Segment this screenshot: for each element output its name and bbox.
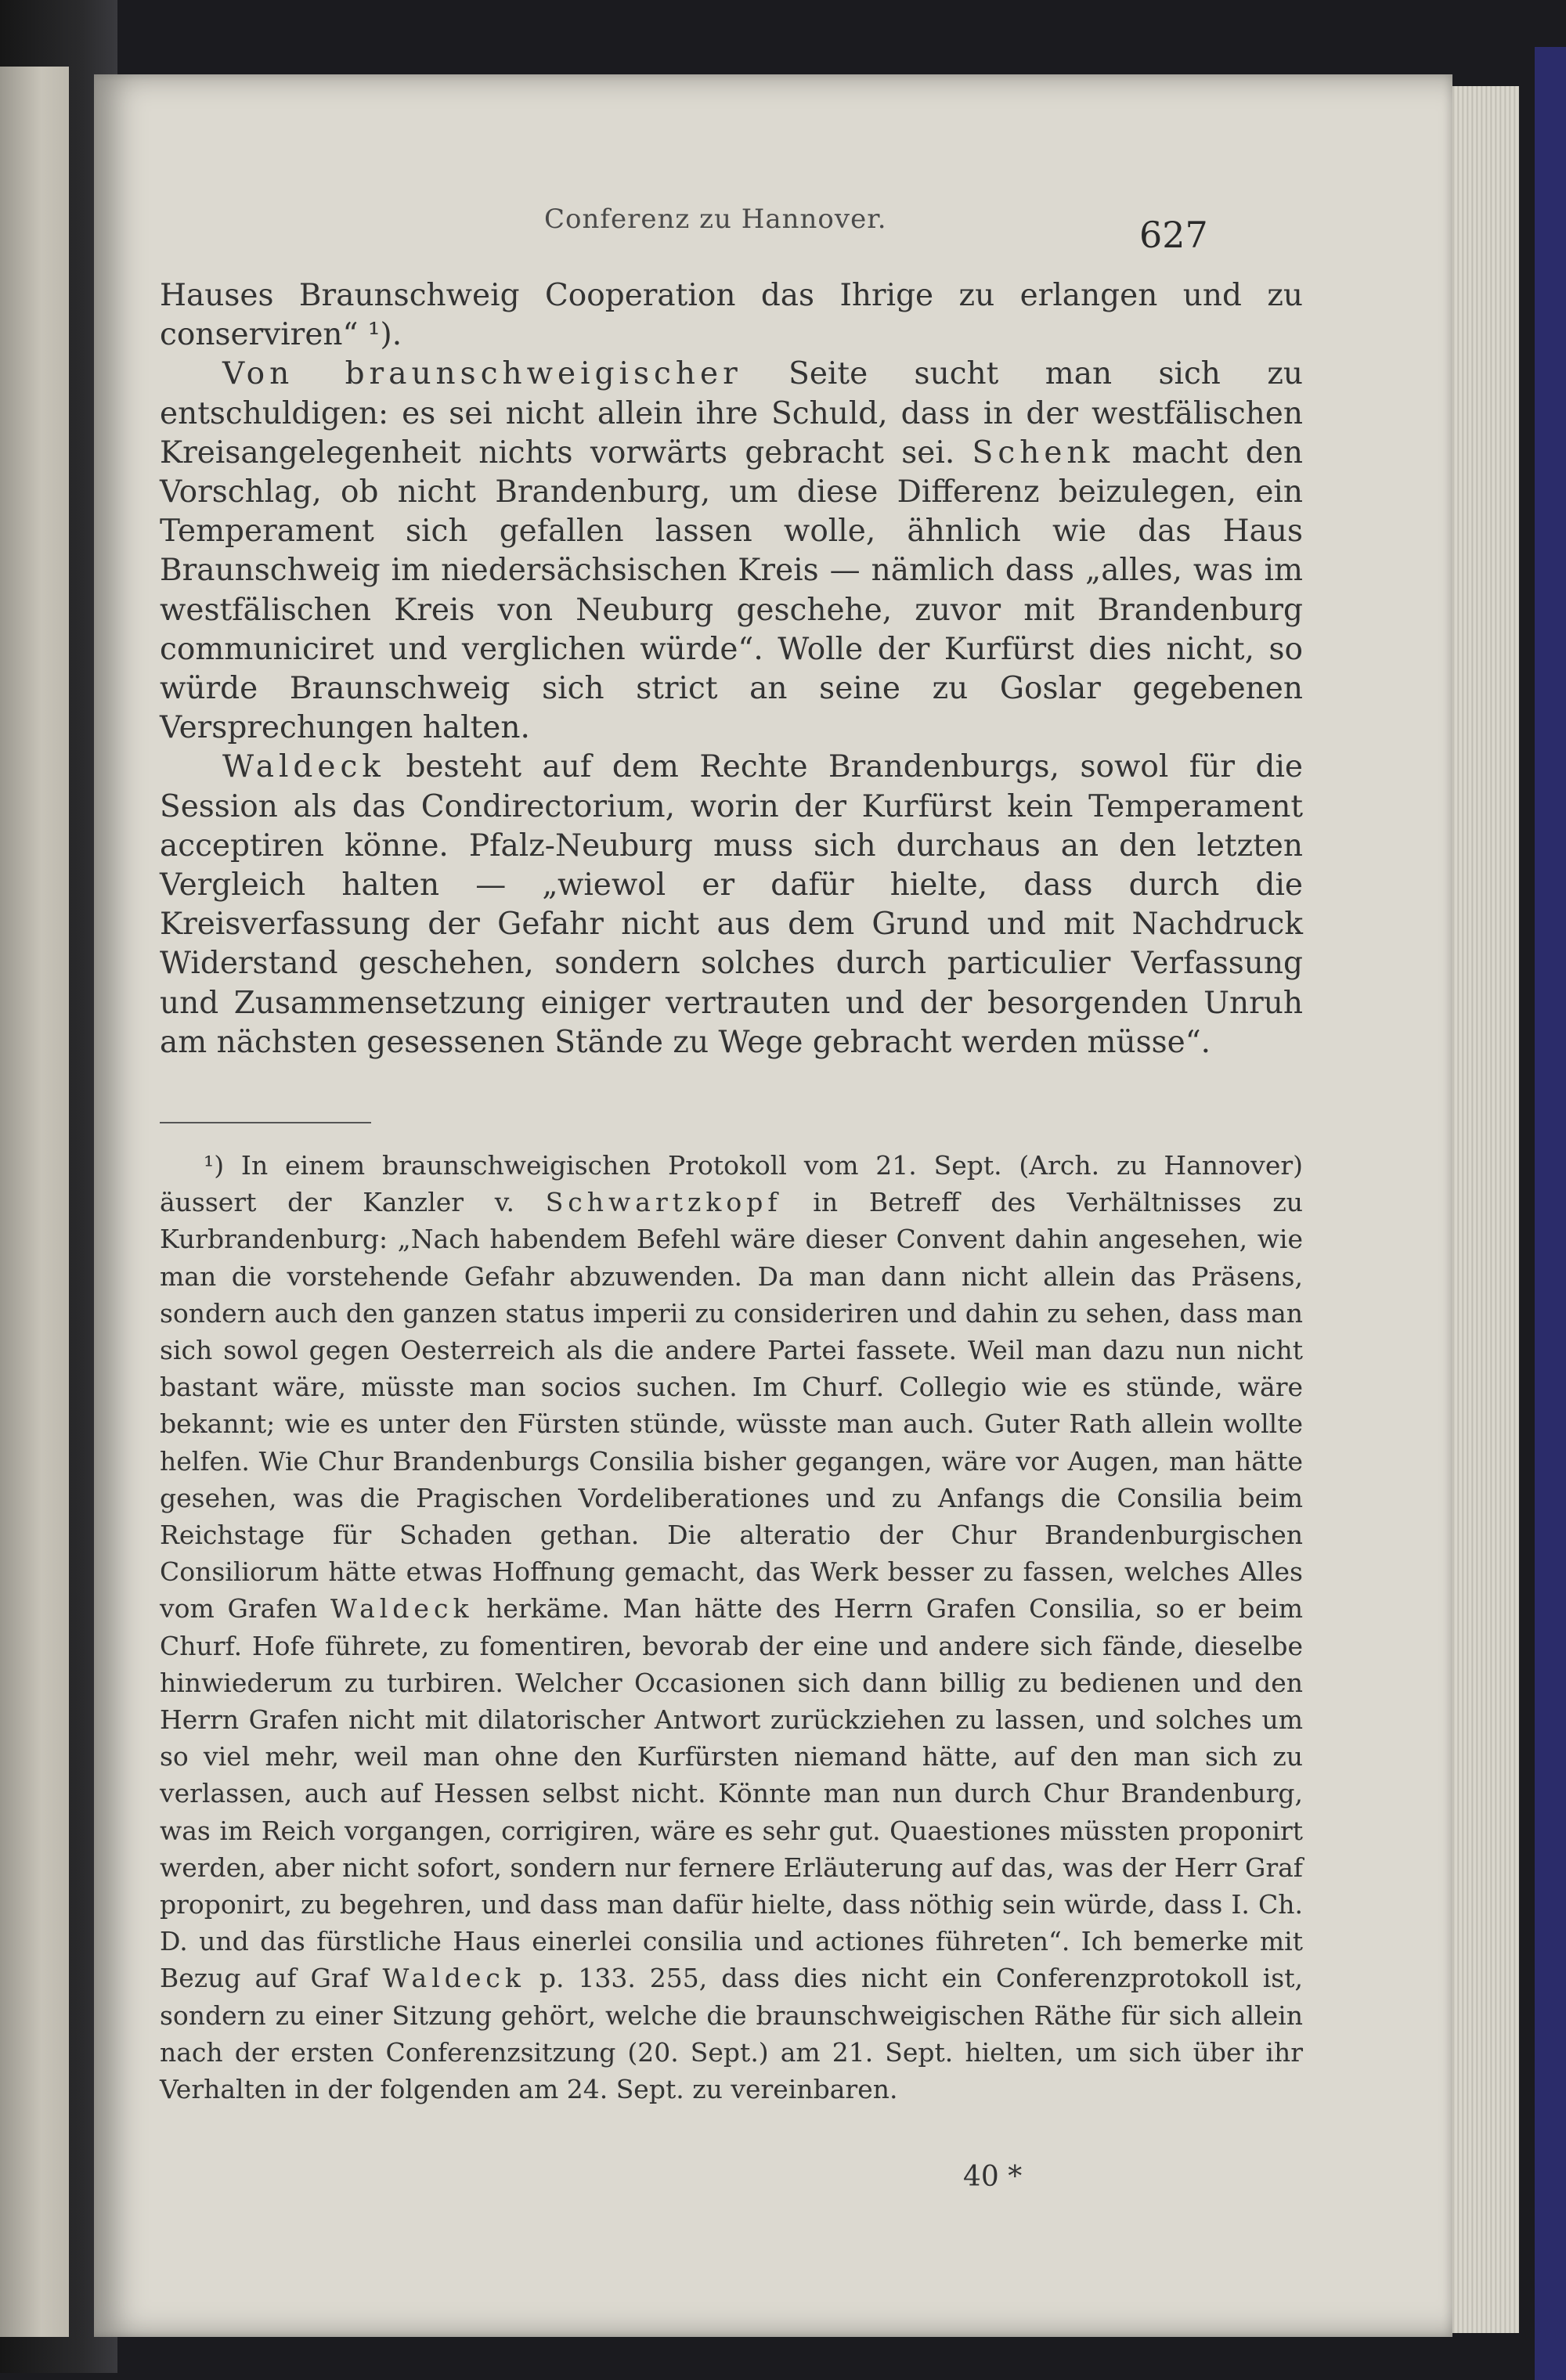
signature-mark: 40 * [963,2161,1023,2193]
page-stack-edges [1441,86,1519,2333]
emphasis-waldeck-3: Waldeck [382,1963,525,1994]
book-page [94,74,1452,2337]
paragraph-1: Hauses Braunschweig Cooperation das Ihrige zu erlangen und zu conserviren“ ¹). [160,278,1303,353]
main-text [160,276,1303,1062]
book-cover-right [1535,47,1566,2380]
footnote [160,1147,1303,2108]
footnote-rule [160,1122,371,1123]
emphasis-waldeck: Waldeck [222,749,385,785]
emphasis-schenk: Schenk [972,435,1115,471]
footnote-text: ¹) In einem braunschweigischen Protokoll vom 21. Sept. (Arch. zu Hannover) äussert der Kanzler v. Schwartzkopf in Betreff des Verhältnisses zu Kurbrandenburg: „Nach habendem Befehl wäre dieser Convent dahin angesehen, wie man die vorstehende Gefahr abzuwenden. Da man dann nicht allein das Präsens, sondern auch den ganzen status imperii zu consideriren und dahin zu sehen, dass man sich sowol gegen Oesterreich als die andere Partei fassete. Weil man dazu nun nicht bastant wäre, müsste man socios suchen. Im Churf. Collegio wie es stünde, wäre bekannt; wie es unter den Fürsten stünde, wüsste man auch. Guter Rath allein wollte helfen. Wie Chur Brandenburgs Consilia bisher gegangen, wäre vor Augen, man hätte gesehen, was die Pragischen Vordeliberationes und zu Anfangs die Consilia beim Reichstage für Schaden gethan. Die alteratio der Chur Brandenburgischen Consiliorum hätte etwas Hoffnung gemacht, das Werk besser zu fassen, welches Alles vom Grafen Waldeck herkäme. Man hätte des Herrn Grafen Consilia, so er beim Churf. Hofe führete, zu fomentiren, bevorab der eine und andere sich fände, dieselbe hinwiederum zu turbiren. Welcher Occasionen sich dann billig zu bedienen und den Herrn Grafen nicht mit dilatorischer Antwort zurückziehen zu lassen, und solches um so viel mehr, weil man ohne den Kurfürsten niemand hätte, auf den man sich zu verlassen, auch auf Hessen selbst nicht. Könnte man nun durch Chur Brandenburg, was im Reich vorgangen, corrigiren, wäre es sehr gut. Quaestiones müssten proponirt werden, aber nicht sofort, sondern nur fernere Erläuterung auf das, was der Herr Graf proponirt, zu begehren, und dass man dafür hielte, dass nöthig sein würde, dass I. Ch. D. und das fürstliche Haus einerlei consilia und actiones führeten“. Ich bemerke mit Bezug auf Graf Waldeck p. 133. 255, dass dies nicht ein Conferenzprotokoll ist, sondern zu einer Sitzung gehört, welche die braunschweigischen Räthe für sich allein nach der ersten Conferenzsitzung (20. Sept.) am 21. Sept. hielten, um sich über ihr Verhalten in der folgenden am 24. Sept. zu vereinbaren. [160,1150,1303,2105]
running-head: Conferenz zu Hannover. [544,204,887,235]
facing-page-edge [0,67,69,2337]
paragraph-3: Waldeck besteht auf dem Rechte Brandenburgs, sowol für die Session als das Condirectorium, worin der Kurfürst kein Temperament acceptiren könne. Pfalz-Neuburg muss sich durchaus an den letzten Vergleich halten — „wiewol er dafür hielte, dass durch die Kreisverfassung der Gefahr nicht aus dem Grund und mit Nachdruck Widerstand geschehen, sondern solches durch particulier Verfassung und Zusammensetzung einiger vertrauten und der besorgenden Unruh am nächsten gesessenen Stände zu Wege gebracht werden müsse“. [160,749,1303,1060]
paragraph-2: Von braunschweigischer Seite sucht man sich zu entschuldigen: es sei nicht allein ihre Schuld, dass in der westfälischen Kreisangelegenheit nichts vorwärts gebracht sei. Schenk macht den Vorschlag, ob nicht Brandenburg, um diese Differenz beizulegen, ein Temperament sich gefallen lassen wolle, ähnlich wie das Haus Braunschweig im niedersächsischen Kreis — nämlich dass „alles, was im westfälischen Kreis von Neuburg geschehe, zuvor mit Brandenburg communiciret und verglichen würde“. Wolle der Kurfürst dies nicht, so würde Braunschweig sich strict an seine zu Goslar gegebenen Versprechungen halten. [160,356,1303,746]
emphasis-waldeck-2: Waldeck [330,1593,474,1625]
emphasis-schwartzkopf: Schwartzkopf [545,1187,782,1218]
page-number: 627 [1139,214,1208,256]
emphasis-braunschweigisch: Von braunschweigischer [222,356,742,392]
